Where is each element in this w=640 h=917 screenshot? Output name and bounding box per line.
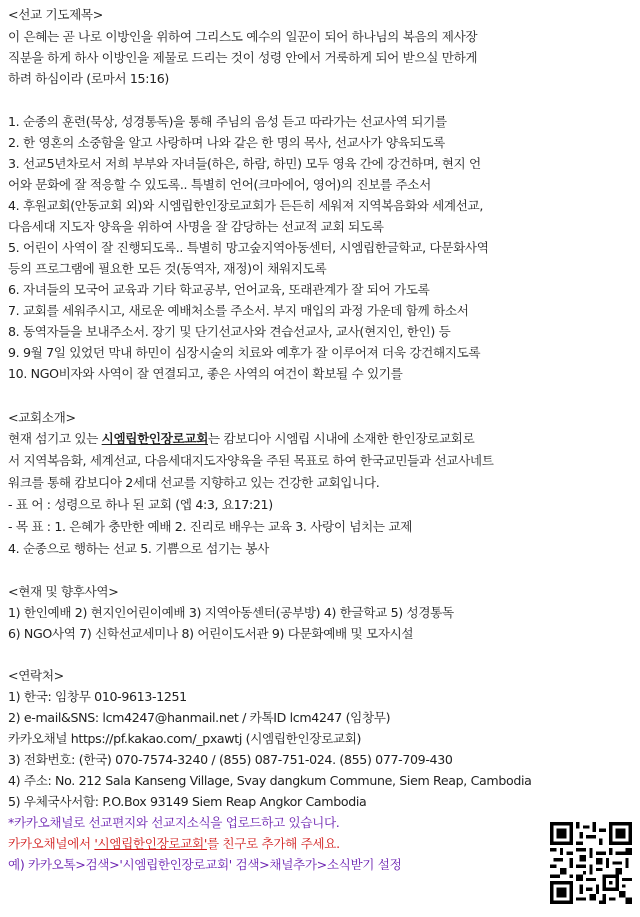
- contact-line: 3) 전화번호: (한국) 070-7574-3240 / (855) 087-751-024. (855) 077-709-430: [8, 752, 453, 767]
- verse-line: 이 은혜는 곧 나로 이방인을 위하여 그리스도 예수의 일꾼이 되어 하나님의 복음의 제사장: [8, 29, 478, 44]
- church-intro-line: [8, 430, 474, 448]
- church-intro-line: 워크를 통해 캄보디아 2세대 선교를 지향하고 있는 건강한 교회입니다.: [8, 475, 380, 490]
- prayer-item: 3. 선교5년차로서 저희 부부와 자녀들(하은, 하람, 하민) 모두 영육 간에 강건하며, 현지 언: [8, 156, 481, 171]
- church-name: 시엠립한인장로교회: [101, 431, 209, 446]
- church-intro-suffix: 는 캄보디아 시엠립 시내에 소재한 한인장로교회로: [208, 431, 475, 446]
- contact-line: 4) 주소: No. 212 Sala Kanseng Village, Svay dangkum Commune, Siem Reap, Cambodia: [8, 773, 532, 788]
- prayer-item: 2. 한 영혼의 소중함을 알고 사랑하며 나와 같은 한 명의 목사, 선교사가 양육되도록: [8, 135, 445, 150]
- church-intro-prefix: 현재 섬기고 있는: [8, 431, 102, 446]
- verse-line: 직분을 하게 하사 이방인을 제물로 드리는 것이 성령 안에서 거룩하게 되어 받으실 만하게: [8, 50, 478, 65]
- kakao-note: 예) 카카오톡>검색>'시엠립한인장로교회' 검색>채널추가>소식받기 설정: [8, 857, 402, 872]
- prayer-item: 7. 교회를 세워주시고, 새로운 예배처소를 주소서. 부지 매입의 과정 가운데 함께 하소서: [8, 303, 469, 318]
- kakao-note-prefix: 카카오채널에서: [8, 836, 95, 851]
- prayer-item: 6. 자녀들의 모국어 교육과 기타 학교공부, 언어교육, 또래관계가 잘 되어 가도록: [8, 282, 430, 297]
- kakao-channel-name: '시엠립한인장로교회': [94, 836, 207, 851]
- verse-line: 하려 하심이라 (로마서 15:16): [8, 71, 169, 86]
- prayer-item: 5. 어린이 사역이 잘 진행되도록.. 특별히 망고숲지역아동센터, 시엠립한글학교, 다문화사역: [8, 240, 489, 255]
- ministry-line: 1) 한인예배 2) 현지인어린이예배 3) 지역아동센터(공부방) 4) 한글학교 5) 성경통독: [8, 605, 454, 620]
- qr-code[interactable]: [550, 822, 632, 904]
- contact-line: 1) 한국: 임창무 010-9613-1251: [8, 689, 187, 704]
- church-header: <교회소개>: [8, 410, 76, 425]
- prayer-item: 다음세대 지도자 양육을 위하여 사명을 잘 감당하는 선교적 교회 되도록: [8, 219, 384, 234]
- church-goals: 4. 순종으로 행하는 선교 5. 기쁨으로 섬기는 봉사: [8, 541, 269, 556]
- church-goals: - 목 표 : 1. 은혜가 충만한 예배 2. 진리로 배우는 교육 3. 사랑이 넘치는 교제: [8, 519, 413, 534]
- prayer-item: 9. 9월 7일 있었던 막내 하민이 심장시술의 치료와 예후가 잘 이루어져 더욱 강건해지도록: [8, 345, 481, 360]
- prayer-item: 10. NGO비자와 사역이 잘 연결되고, 좋은 사역의 여건이 확보될 수 있기를: [8, 366, 403, 381]
- ministry-line: 6) NGO사역 7) 신학선교세미나 8) 어린이도서관 9) 다문화예배 및 모자시설: [8, 626, 414, 641]
- contact-line: 2) e-mail&SNS: lcm4247@hanmail.net / 카톡ID lcm4247 (임창무): [8, 710, 391, 725]
- prayer-item: 등의 프로그램에 필요한 모든 것(동역자, 재정)이 채워지도록: [8, 261, 327, 276]
- prayer-item: 1. 순종의 훈련(묵상, 성경통독)을 통해 주님의 음성 듣고 따라가는 선교사역 되기를: [8, 114, 447, 129]
- kakao-note: [8, 835, 340, 853]
- kakao-note: *카카오채널로 선교편지와 선교지소식을 업로드하고 있습니다.: [8, 815, 340, 830]
- contact-line: 카카오채널 https://pf.kakao.com/_pxawtj (시엠립한인장로교회): [8, 731, 362, 746]
- prayer-item: 8. 동역자들을 보내주소서. 장기 및 단기선교사와 견습선교사, 교사(현지인, 한인) 등: [8, 324, 451, 339]
- contact-line: 5) 우체국사서함: P.O.Box 93149 Siem Reap Angkor Cambodia: [8, 794, 367, 809]
- church-intro-line: 서 지역복음화, 세계선교, 다음세대지도자양육을 주된 목표로 하여 한국교민들과 선교사네트: [8, 453, 494, 468]
- kakao-note-suffix: 를 친구로 추가해 주세요.: [206, 836, 340, 851]
- prayer-item: 4. 후원교회(안동교회 외)와 시엠립한인장로교회가 든든히 세워져 지역복음화와 세계선교,: [8, 198, 484, 213]
- contact-header: <연락처>: [8, 668, 64, 683]
- ministry-header: <현재 및 향후사역>: [8, 584, 119, 599]
- prayer-header: <선교 기도제목>: [8, 7, 103, 22]
- church-motto: - 표 어 : 성령으로 하나 된 교회 (엡 4:3, 요17:21): [8, 497, 273, 512]
- prayer-item: 어와 문화에 잘 적응할 수 있도록.. 특별히 언어(크마에어, 영어)의 진보를 주소서: [8, 177, 431, 192]
